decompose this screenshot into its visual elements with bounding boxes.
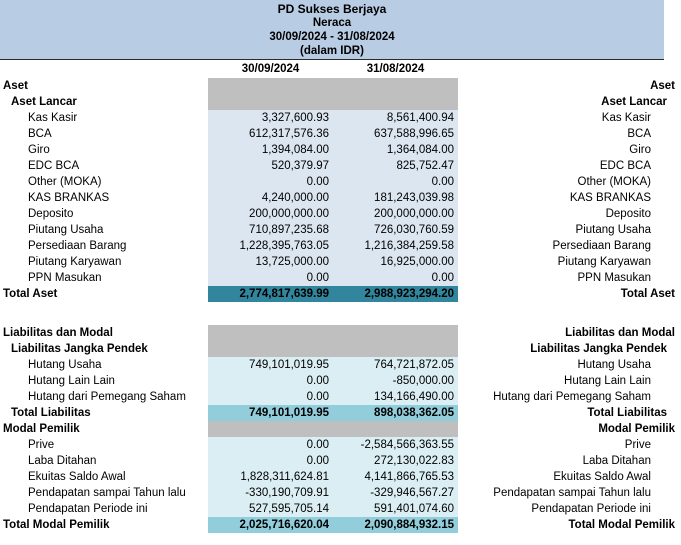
- table-row: [0, 501, 681, 517]
- row-label-left: Persediaan Barang: [28, 240, 127, 252]
- table-row: [0, 421, 681, 437]
- row-value-col1: 0.00: [208, 453, 333, 469]
- row-value-col1: [208, 78, 333, 94]
- row-label-left: Hutang dari Pemegang Saham: [28, 391, 186, 403]
- row-value-col1: 527,595,705.14: [208, 501, 333, 517]
- row-label-left: Deposito: [28, 208, 74, 220]
- report-rows: [0, 78, 681, 533]
- table-row: [0, 270, 681, 286]
- row-value-col1: 749,101,019.95: [208, 405, 333, 421]
- row-label-left: Pendapatan sampai Tahun lalu: [28, 487, 186, 499]
- row-value-col2: 272,130,022.83: [333, 453, 458, 469]
- row-value-col2: 825,752.47: [333, 158, 458, 174]
- table-row: [0, 325, 681, 341]
- table-row: [0, 158, 681, 174]
- table-row: [0, 206, 681, 222]
- row-label-right: Ekuitas Saldo Awal: [553, 471, 651, 483]
- row-label-right: Liabilitas dan Modal: [565, 327, 675, 339]
- row-label-left: Laba Ditahan: [28, 455, 97, 467]
- row-label-left: Piutang Usaha: [28, 224, 104, 236]
- row-label-right: BCA: [627, 128, 651, 140]
- row-label-left: BCA: [28, 128, 52, 140]
- row-label-left: KAS BRANKAS: [28, 192, 110, 204]
- row-value-col2: -2,584,566,363.55: [333, 437, 458, 453]
- row-label-left: Total Liabilitas: [11, 407, 91, 419]
- row-label-left: Other (MOKA): [28, 176, 102, 188]
- row-label-right: Giro: [629, 144, 651, 156]
- table-row: [0, 389, 681, 405]
- row-label-right: Persediaan Barang: [552, 240, 651, 252]
- row-label-right: Piutang Usaha: [575, 224, 651, 236]
- row-label-left: Hutang Lain Lain: [28, 375, 115, 387]
- row-label-right: Aset Lancar: [601, 96, 667, 108]
- row-value-col1: 0.00: [208, 437, 333, 453]
- row-value-col1: 2,774,817,639.99: [208, 286, 333, 302]
- row-value-col1: 1,228,395,763.05: [208, 238, 333, 254]
- row-value-col2: 134,166,490.00: [333, 389, 458, 405]
- report-title: Neraca: [312, 17, 352, 29]
- table-row: [0, 373, 681, 389]
- table-row: [0, 174, 681, 190]
- row-value-col1: 0.00: [208, 270, 333, 286]
- row-label-left: Kas Kasir: [28, 112, 78, 124]
- row-value-col1: 4,240,000.00: [208, 190, 333, 206]
- table-row: [0, 341, 681, 357]
- table-row: [0, 405, 681, 421]
- row-label-right: Hutang Usaha: [577, 359, 651, 371]
- column-header-period-2: 31/08/2024: [366, 63, 425, 75]
- row-value-col2: [333, 78, 458, 94]
- table-row: [0, 222, 681, 238]
- row-value-col1: [208, 94, 333, 110]
- row-value-col2: [333, 421, 458, 437]
- row-value-col2: 898,038,362.05: [333, 405, 458, 421]
- row-value-col1: 2,025,716,620.04: [208, 517, 333, 533]
- row-value-col2: 8,561,400.94: [333, 110, 458, 126]
- row-label-right: Kas Kasir: [601, 112, 651, 124]
- row-value-col2: 0.00: [333, 174, 458, 190]
- row-label-right: Deposito: [605, 208, 651, 220]
- report-title-band: [0, 0, 664, 60]
- row-label-right: Piutang Karyawan: [557, 256, 651, 268]
- section-gap: [0, 302, 681, 325]
- row-value-col2: 16,925,000.00: [333, 254, 458, 270]
- row-label-left: Ekuitas Saldo Awal: [28, 471, 126, 483]
- row-value-col2: 4,141,866,765.53: [333, 469, 458, 485]
- row-value-col2: 181,243,039.98: [333, 190, 458, 206]
- table-row: [0, 190, 681, 206]
- row-label-left: Hutang Usaha: [28, 359, 102, 371]
- row-label-right: Prive: [624, 439, 651, 451]
- row-label-right: Hutang dari Pemegang Saham: [493, 391, 651, 403]
- row-value-col2: 1,364,084.00: [333, 142, 458, 158]
- row-label-left: Prive: [28, 439, 55, 451]
- row-label-right: KAS BRANKAS: [569, 192, 651, 204]
- company-name: PD Sukses Berjaya: [277, 2, 387, 16]
- row-label-right: Hutang Lain Lain: [564, 375, 651, 387]
- table-row: [0, 254, 681, 270]
- row-label-right: PPN Masukan: [577, 272, 651, 284]
- row-label-right: Pendapatan sampai Tahun lalu: [493, 487, 651, 499]
- table-row: [0, 110, 681, 126]
- table-row: [0, 126, 681, 142]
- row-value-col1: 3,327,600.93: [208, 110, 333, 126]
- row-value-col2: -329,946,567.27: [333, 485, 458, 501]
- table-row: [0, 437, 681, 453]
- row-label-left: PPN Masukan: [28, 272, 102, 284]
- row-label-left: Pendapatan Periode ini: [28, 503, 148, 515]
- column-header-period-1: 30/09/2024: [241, 63, 300, 75]
- currency-note: (dalam IDR): [300, 45, 364, 57]
- row-value-col2: [333, 325, 458, 341]
- row-value-col2: 637,588,996.65: [333, 126, 458, 142]
- row-label-right: Aset: [650, 80, 675, 92]
- table-row: [0, 286, 681, 302]
- row-label-right: Other (MOKA): [577, 176, 651, 188]
- table-row: [0, 469, 681, 485]
- row-value-col2: [333, 94, 458, 110]
- row-label-left: Piutang Karyawan: [28, 256, 122, 268]
- row-value-col1: 749,101,019.95: [208, 357, 333, 373]
- row-value-col1: 0.00: [208, 373, 333, 389]
- row-label-left: Total Modal Pemilik: [3, 519, 110, 531]
- row-value-col2: 1,216,384,259.58: [333, 238, 458, 254]
- row-value-col2: 726,030,760.59: [333, 222, 458, 238]
- table-row: [0, 238, 681, 254]
- table-row: [0, 517, 681, 533]
- row-value-col1: 0.00: [208, 174, 333, 190]
- row-label-right: Total Modal Pemilik: [568, 519, 675, 531]
- row-label-right: EDC BCA: [599, 160, 651, 172]
- row-label-left: Liabilitas dan Modal: [3, 327, 113, 339]
- row-label-right: Pendapatan Periode ini: [531, 503, 651, 515]
- table-row: [0, 142, 681, 158]
- row-label-left: Liabilitas Jangka Pendek: [11, 343, 148, 355]
- column-header-row: [0, 60, 681, 78]
- report-period: 30/09/2024 - 31/08/2024: [269, 31, 395, 43]
- row-value-col1: -330,190,709.91: [208, 485, 333, 501]
- row-value-col1: 520,379.97: [208, 158, 333, 174]
- row-value-col1: 1,394,084.00: [208, 142, 333, 158]
- row-value-col2: [333, 341, 458, 357]
- row-value-col1: [208, 421, 333, 437]
- row-value-col2: 200,000,000.00: [333, 206, 458, 222]
- row-label-left: Giro: [28, 144, 50, 156]
- row-value-col1: 0.00: [208, 389, 333, 405]
- row-label-right: Total Liabilitas: [587, 407, 667, 419]
- table-row: [0, 94, 681, 110]
- row-label-right: Modal Pemilik: [598, 423, 675, 435]
- table-row: [0, 453, 681, 469]
- row-label-right: Total Aset: [620, 288, 675, 300]
- row-value-col2: 591,401,074.60: [333, 501, 458, 517]
- row-value-col1: 612,317,576.36: [208, 126, 333, 142]
- row-value-col1: [208, 341, 333, 357]
- table-row: [0, 357, 681, 373]
- row-value-col1: [208, 325, 333, 341]
- row-value-col2: 2,988,923,294.20: [333, 286, 458, 302]
- row-value-col2: 2,090,884,932.15: [333, 517, 458, 533]
- table-row: [0, 78, 681, 94]
- row-value-col1: 200,000,000.00: [208, 206, 333, 222]
- row-value-col2: -850,000.00: [333, 373, 458, 389]
- row-label-left: Aset Lancar: [11, 96, 77, 108]
- row-value-col2: 0.00: [333, 270, 458, 286]
- row-label-left: Modal Pemilik: [3, 423, 80, 435]
- table-row: [0, 485, 681, 501]
- row-value-col1: 1,828,311,624.81: [208, 469, 333, 485]
- row-label-right: Laba Ditahan: [582, 455, 651, 467]
- row-value-col2: 764,721,872.05: [333, 357, 458, 373]
- row-value-col1: 13,725,000.00: [208, 254, 333, 270]
- row-label-left: Total Aset: [3, 288, 58, 300]
- row-label-left: Aset: [3, 80, 28, 92]
- row-value-col1: 710,897,235.68: [208, 222, 333, 238]
- row-label-right: Liabilitas Jangka Pendek: [530, 343, 667, 355]
- row-label-left: EDC BCA: [28, 160, 80, 172]
